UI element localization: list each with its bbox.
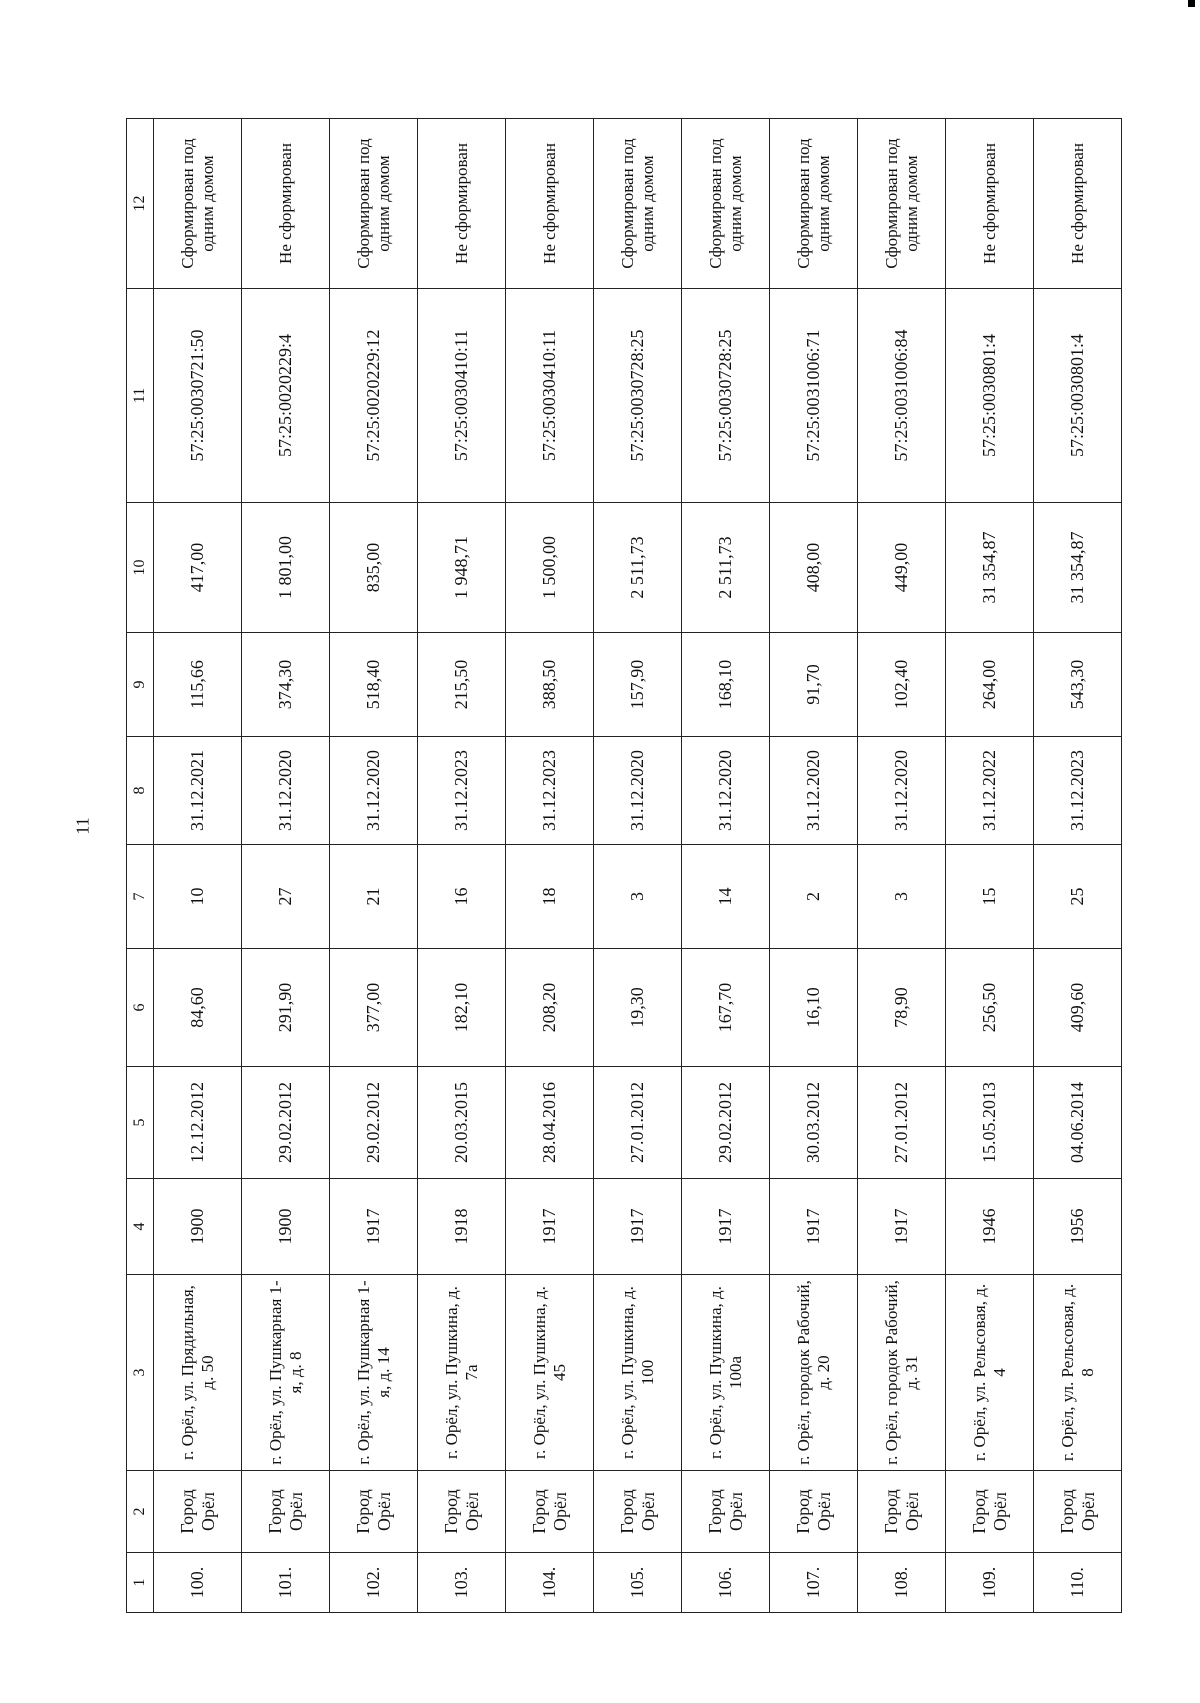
address-cell: г. Орёл, ул. Пушкина, д. 7а <box>418 1275 506 1471</box>
settlement-cell: Город Орёл <box>770 1471 858 1553</box>
living-area-cell: 518,40 <box>330 633 418 737</box>
recognition-date-cell: 12.12.2012 <box>154 1067 242 1179</box>
land-status-cell: Сформирован под одним домом <box>594 119 682 289</box>
residents-cell: 3 <box>858 845 946 949</box>
deadline-cell: 31.12.2020 <box>242 737 330 845</box>
table-row <box>946 119 1034 1613</box>
table-row <box>858 119 946 1613</box>
column-header: 7 <box>127 845 154 949</box>
living-area-cell: 115,66 <box>154 633 242 737</box>
year-built-cell: 1946 <box>946 1179 1034 1275</box>
column-header: 11 <box>127 289 154 503</box>
cadastral-number-cell: 57:25:0030721:50 <box>154 289 242 503</box>
row-number-cell: 109. <box>946 1553 1034 1613</box>
deadline-cell: 31.12.2020 <box>682 737 770 845</box>
year-built-cell: 1917 <box>506 1179 594 1275</box>
cadastral-number-cell: 57:25:0030801:4 <box>1034 289 1122 503</box>
table-row <box>682 119 770 1613</box>
address-cell: г. Орёл, ул. Пушкина, д. 45 <box>506 1275 594 1471</box>
column-header: 12 <box>127 119 154 289</box>
deadline-cell: 31.12.2023 <box>1034 737 1122 845</box>
year-built-cell: 1917 <box>858 1179 946 1275</box>
cadastral-number-cell: 57:25:0030728:25 <box>594 289 682 503</box>
residents-cell: 18 <box>506 845 594 949</box>
row-number-cell: 100. <box>154 1553 242 1613</box>
land-area-cell: 1 948,71 <box>418 503 506 633</box>
deadline-cell: 31.12.2022 <box>946 737 1034 845</box>
table-row <box>330 119 418 1613</box>
column-header: 8 <box>127 737 154 845</box>
residents-cell: 14 <box>682 845 770 949</box>
year-built-cell: 1917 <box>770 1179 858 1275</box>
living-area-cell: 543,30 <box>1034 633 1122 737</box>
address-cell: г. Орёл, ул. Пушкарная 1-я, д. 14 <box>330 1275 418 1471</box>
table-row <box>594 119 682 1613</box>
recognition-date-cell: 29.02.2012 <box>242 1067 330 1179</box>
deadline-cell: 31.12.2020 <box>594 737 682 845</box>
settlement-cell: Город Орёл <box>154 1471 242 1553</box>
residents-cell: 25 <box>1034 845 1122 949</box>
land-area-cell: 417,00 <box>154 503 242 633</box>
address-cell: г. Орёл, ул. Рельсовая, д. 8 <box>1034 1275 1122 1471</box>
deadline-cell: 31.12.2020 <box>858 737 946 845</box>
living-area-cell: 102,40 <box>858 633 946 737</box>
area-cell: 84,60 <box>154 949 242 1067</box>
land-area-cell: 1 500,00 <box>506 503 594 633</box>
residents-cell: 2 <box>770 845 858 949</box>
land-area-cell: 449,00 <box>858 503 946 633</box>
row-number-cell: 105. <box>594 1553 682 1613</box>
settlement-cell: Город Орёл <box>858 1471 946 1553</box>
deadline-cell: 31.12.2023 <box>506 737 594 845</box>
column-header: 9 <box>127 633 154 737</box>
settlement-cell: Город Орёл <box>242 1471 330 1553</box>
deadline-cell: 31.12.2021 <box>154 737 242 845</box>
settlement-cell: Город Орёл <box>1034 1471 1122 1553</box>
row-number-cell: 101. <box>242 1553 330 1613</box>
column-header: 5 <box>127 1067 154 1179</box>
land-status-cell: Не сформирован <box>946 119 1034 289</box>
table-row <box>242 119 330 1613</box>
recognition-date-cell: 04.06.2014 <box>1034 1067 1122 1179</box>
cadastral-number-cell: 57:25:0030728:25 <box>682 289 770 503</box>
column-number-header-row <box>127 119 154 1613</box>
recognition-date-cell: 20.03.2015 <box>418 1067 506 1179</box>
settlement-cell: Город Орёл <box>946 1471 1034 1553</box>
row-number-cell: 102. <box>330 1553 418 1613</box>
land-area-cell: 408,00 <box>770 503 858 633</box>
cadastral-number-cell: 57:25:0030410:11 <box>418 289 506 503</box>
land-area-cell: 2 511,73 <box>594 503 682 633</box>
cadastral-number-cell: 57:25:0020229:4 <box>242 289 330 503</box>
year-built-cell: 1917 <box>594 1179 682 1275</box>
area-cell: 208,20 <box>506 949 594 1067</box>
row-number-cell: 110. <box>1034 1553 1122 1613</box>
cadastral-number-cell: 57:25:0030801:4 <box>946 289 1034 503</box>
scan-corner-mark <box>1188 0 1195 7</box>
residents-cell: 15 <box>946 845 1034 949</box>
column-header: 1 <box>127 1553 154 1613</box>
year-built-cell: 1900 <box>242 1179 330 1275</box>
deadline-cell: 31.12.2020 <box>330 737 418 845</box>
living-area-cell: 264,00 <box>946 633 1034 737</box>
cadastral-number-cell: 57:25:0031006:84 <box>858 289 946 503</box>
settlement-cell: Город Орёл <box>594 1471 682 1553</box>
recognition-date-cell: 27.01.2012 <box>858 1067 946 1179</box>
deadline-cell: 31.12.2023 <box>418 737 506 845</box>
recognition-date-cell: 29.02.2012 <box>330 1067 418 1179</box>
area-cell: 19,30 <box>594 949 682 1067</box>
recognition-date-cell: 15.05.2013 <box>946 1067 1034 1179</box>
column-header: 2 <box>127 1471 154 1553</box>
living-area-cell: 215,50 <box>418 633 506 737</box>
land-status-cell: Не сформирован <box>1034 119 1122 289</box>
table-body <box>154 119 1122 1613</box>
address-cell: г. Орёл, ул. Пушкарная 1-я, д. 8 <box>242 1275 330 1471</box>
land-status-cell: Сформирован под одним домом <box>858 119 946 289</box>
cadastral-number-cell: 57:25:0030410:11 <box>506 289 594 503</box>
table-row <box>506 119 594 1613</box>
residents-cell: 10 <box>154 845 242 949</box>
area-cell: 78,90 <box>858 949 946 1067</box>
living-area-cell: 168,10 <box>682 633 770 737</box>
area-cell: 291,90 <box>242 949 330 1067</box>
living-area-cell: 388,50 <box>506 633 594 737</box>
land-status-cell: Сформирован под одним домом <box>682 119 770 289</box>
recognition-date-cell: 27.01.2012 <box>594 1067 682 1179</box>
land-area-cell: 31 354,87 <box>946 503 1034 633</box>
recognition-date-cell: 28.04.2016 <box>506 1067 594 1179</box>
row-number-cell: 108. <box>858 1553 946 1613</box>
row-number-cell: 104. <box>506 1553 594 1613</box>
recognition-date-cell: 29.02.2012 <box>682 1067 770 1179</box>
table-row <box>770 119 858 1613</box>
area-cell: 16,10 <box>770 949 858 1067</box>
table-row <box>418 119 506 1613</box>
year-built-cell: 1900 <box>154 1179 242 1275</box>
settlement-cell: Город Орёл <box>330 1471 418 1553</box>
land-status-cell: Не сформирован <box>506 119 594 289</box>
row-number-cell: 106. <box>682 1553 770 1613</box>
housing-register-table <box>126 118 1122 1613</box>
land-area-cell: 835,00 <box>330 503 418 633</box>
address-cell: г. Орёл, ул. Рельсовая, д. 4 <box>946 1275 1034 1471</box>
area-cell: 167,70 <box>682 949 770 1067</box>
living-area-cell: 91,70 <box>770 633 858 737</box>
residents-cell: 16 <box>418 845 506 949</box>
rotated-table-container <box>126 119 1122 1613</box>
cadastral-number-cell: 57:25:0031006:71 <box>770 289 858 503</box>
area-cell: 377,00 <box>330 949 418 1067</box>
residents-cell: 27 <box>242 845 330 949</box>
land-status-cell: Сформирован под одним домом <box>330 119 418 289</box>
address-cell: г. Орёл, ул. Прядильная, д. 50 <box>154 1275 242 1471</box>
settlement-cell: Город Орёл <box>682 1471 770 1553</box>
land-status-cell: Сформирован под одним домом <box>770 119 858 289</box>
row-number-cell: 103. <box>418 1553 506 1613</box>
column-header: 10 <box>127 503 154 633</box>
land-area-cell: 2 511,73 <box>682 503 770 633</box>
year-built-cell: 1956 <box>1034 1179 1122 1275</box>
living-area-cell: 374,30 <box>242 633 330 737</box>
deadline-cell: 31.12.2020 <box>770 737 858 845</box>
land-status-cell: Не сформирован <box>418 119 506 289</box>
land-area-cell: 1 801,00 <box>242 503 330 633</box>
column-header: 3 <box>127 1275 154 1471</box>
address-cell: г. Орёл, городок Рабочий, д. 20 <box>770 1275 858 1471</box>
address-cell: г. Орёл, ул. Пушкина, д. 100а <box>682 1275 770 1471</box>
land-status-cell: Сформирован под одним домом <box>154 119 242 289</box>
column-header: 6 <box>127 949 154 1067</box>
table-row <box>154 119 242 1613</box>
cadastral-number-cell: 57:25:0020229:12 <box>330 289 418 503</box>
row-number-cell: 107. <box>770 1553 858 1613</box>
area-cell: 256,50 <box>946 949 1034 1067</box>
area-cell: 182,10 <box>418 949 506 1067</box>
area-cell: 409,60 <box>1034 949 1122 1067</box>
residents-cell: 21 <box>330 845 418 949</box>
living-area-cell: 157,90 <box>594 633 682 737</box>
table-row <box>1034 119 1122 1613</box>
column-header: 4 <box>127 1179 154 1275</box>
year-built-cell: 1917 <box>330 1179 418 1275</box>
address-cell: г. Орёл, городок Рабочий, д. 31 <box>858 1275 946 1471</box>
year-built-cell: 1918 <box>418 1179 506 1275</box>
land-status-cell: Не сформирован <box>242 119 330 289</box>
residents-cell: 3 <box>594 845 682 949</box>
page-number: 11 <box>72 817 93 835</box>
recognition-date-cell: 30.03.2012 <box>770 1067 858 1179</box>
settlement-cell: Город Орёл <box>506 1471 594 1553</box>
year-built-cell: 1917 <box>682 1179 770 1275</box>
land-area-cell: 31 354,87 <box>1034 503 1122 633</box>
address-cell: г. Орёл, ул. Пушкина, д. 100 <box>594 1275 682 1471</box>
settlement-cell: Город Орёл <box>418 1471 506 1553</box>
